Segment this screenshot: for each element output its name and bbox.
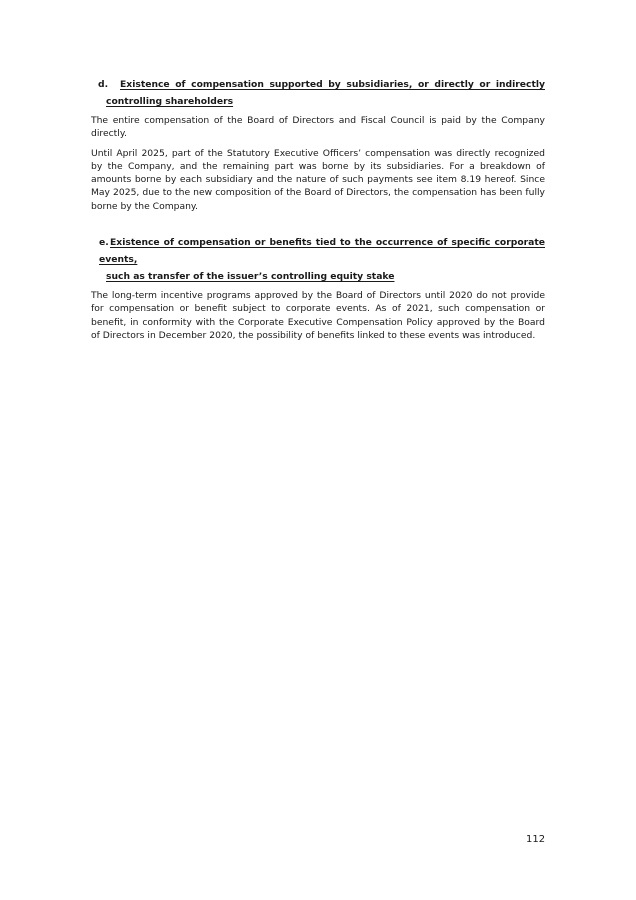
section-e-title-line2: such as transfer of the issuer’s controlling equity stake: [106, 271, 395, 283]
section-d-paragraph-2: Until April 2025, part of the Statutory Executive Officers’ compensation was directly recognized by the Company, and the remaining part was borne by its subsidiaries. For a breakdown of amounts borne by each subsidiary and the nature of such payments see item 8.19 hereof. Since May 2025, due to the new composition of the Board of Directors, the compensation has been fully borne by the Company.: [91, 147, 545, 212]
section-e-paragraph-1: The long-term incentive programs approved by the Board of Directors until 2020 do not provide for compensation or benefit subject to corporate events. As of 2021, such compensation or benefit, in conformity with the Corporate Executive Compensation Policy approved by the Board of Directors in December 2020, the possibility of benefits linked to these events was introduced.: [91, 290, 545, 341]
section-e-heading: [91, 234, 545, 268]
page-number: 112: [526, 834, 546, 845]
section-d-title-line2-wrap: [106, 93, 545, 110]
section-d-heading: [91, 76, 545, 93]
section-d-title-line1: Existence of compensation supported by subsidiaries, or directly or indirectly: [120, 79, 545, 90]
document-page: [91, 76, 545, 342]
section-e-title-line1: Existence of compensation or benefits tied to the occurrence of specific corporate events,: [99, 237, 545, 266]
section-d-paragraph-1: The entire compensation of the Board of Directors and Fiscal Council is paid by the Company directly.: [91, 115, 545, 140]
section-e-marker: e.: [99, 237, 109, 249]
section-e-title-line2-wrap: [106, 268, 545, 285]
section-d-marker: d.: [98, 79, 109, 90]
section-d-title-line2: controlling shareholders: [106, 96, 234, 107]
